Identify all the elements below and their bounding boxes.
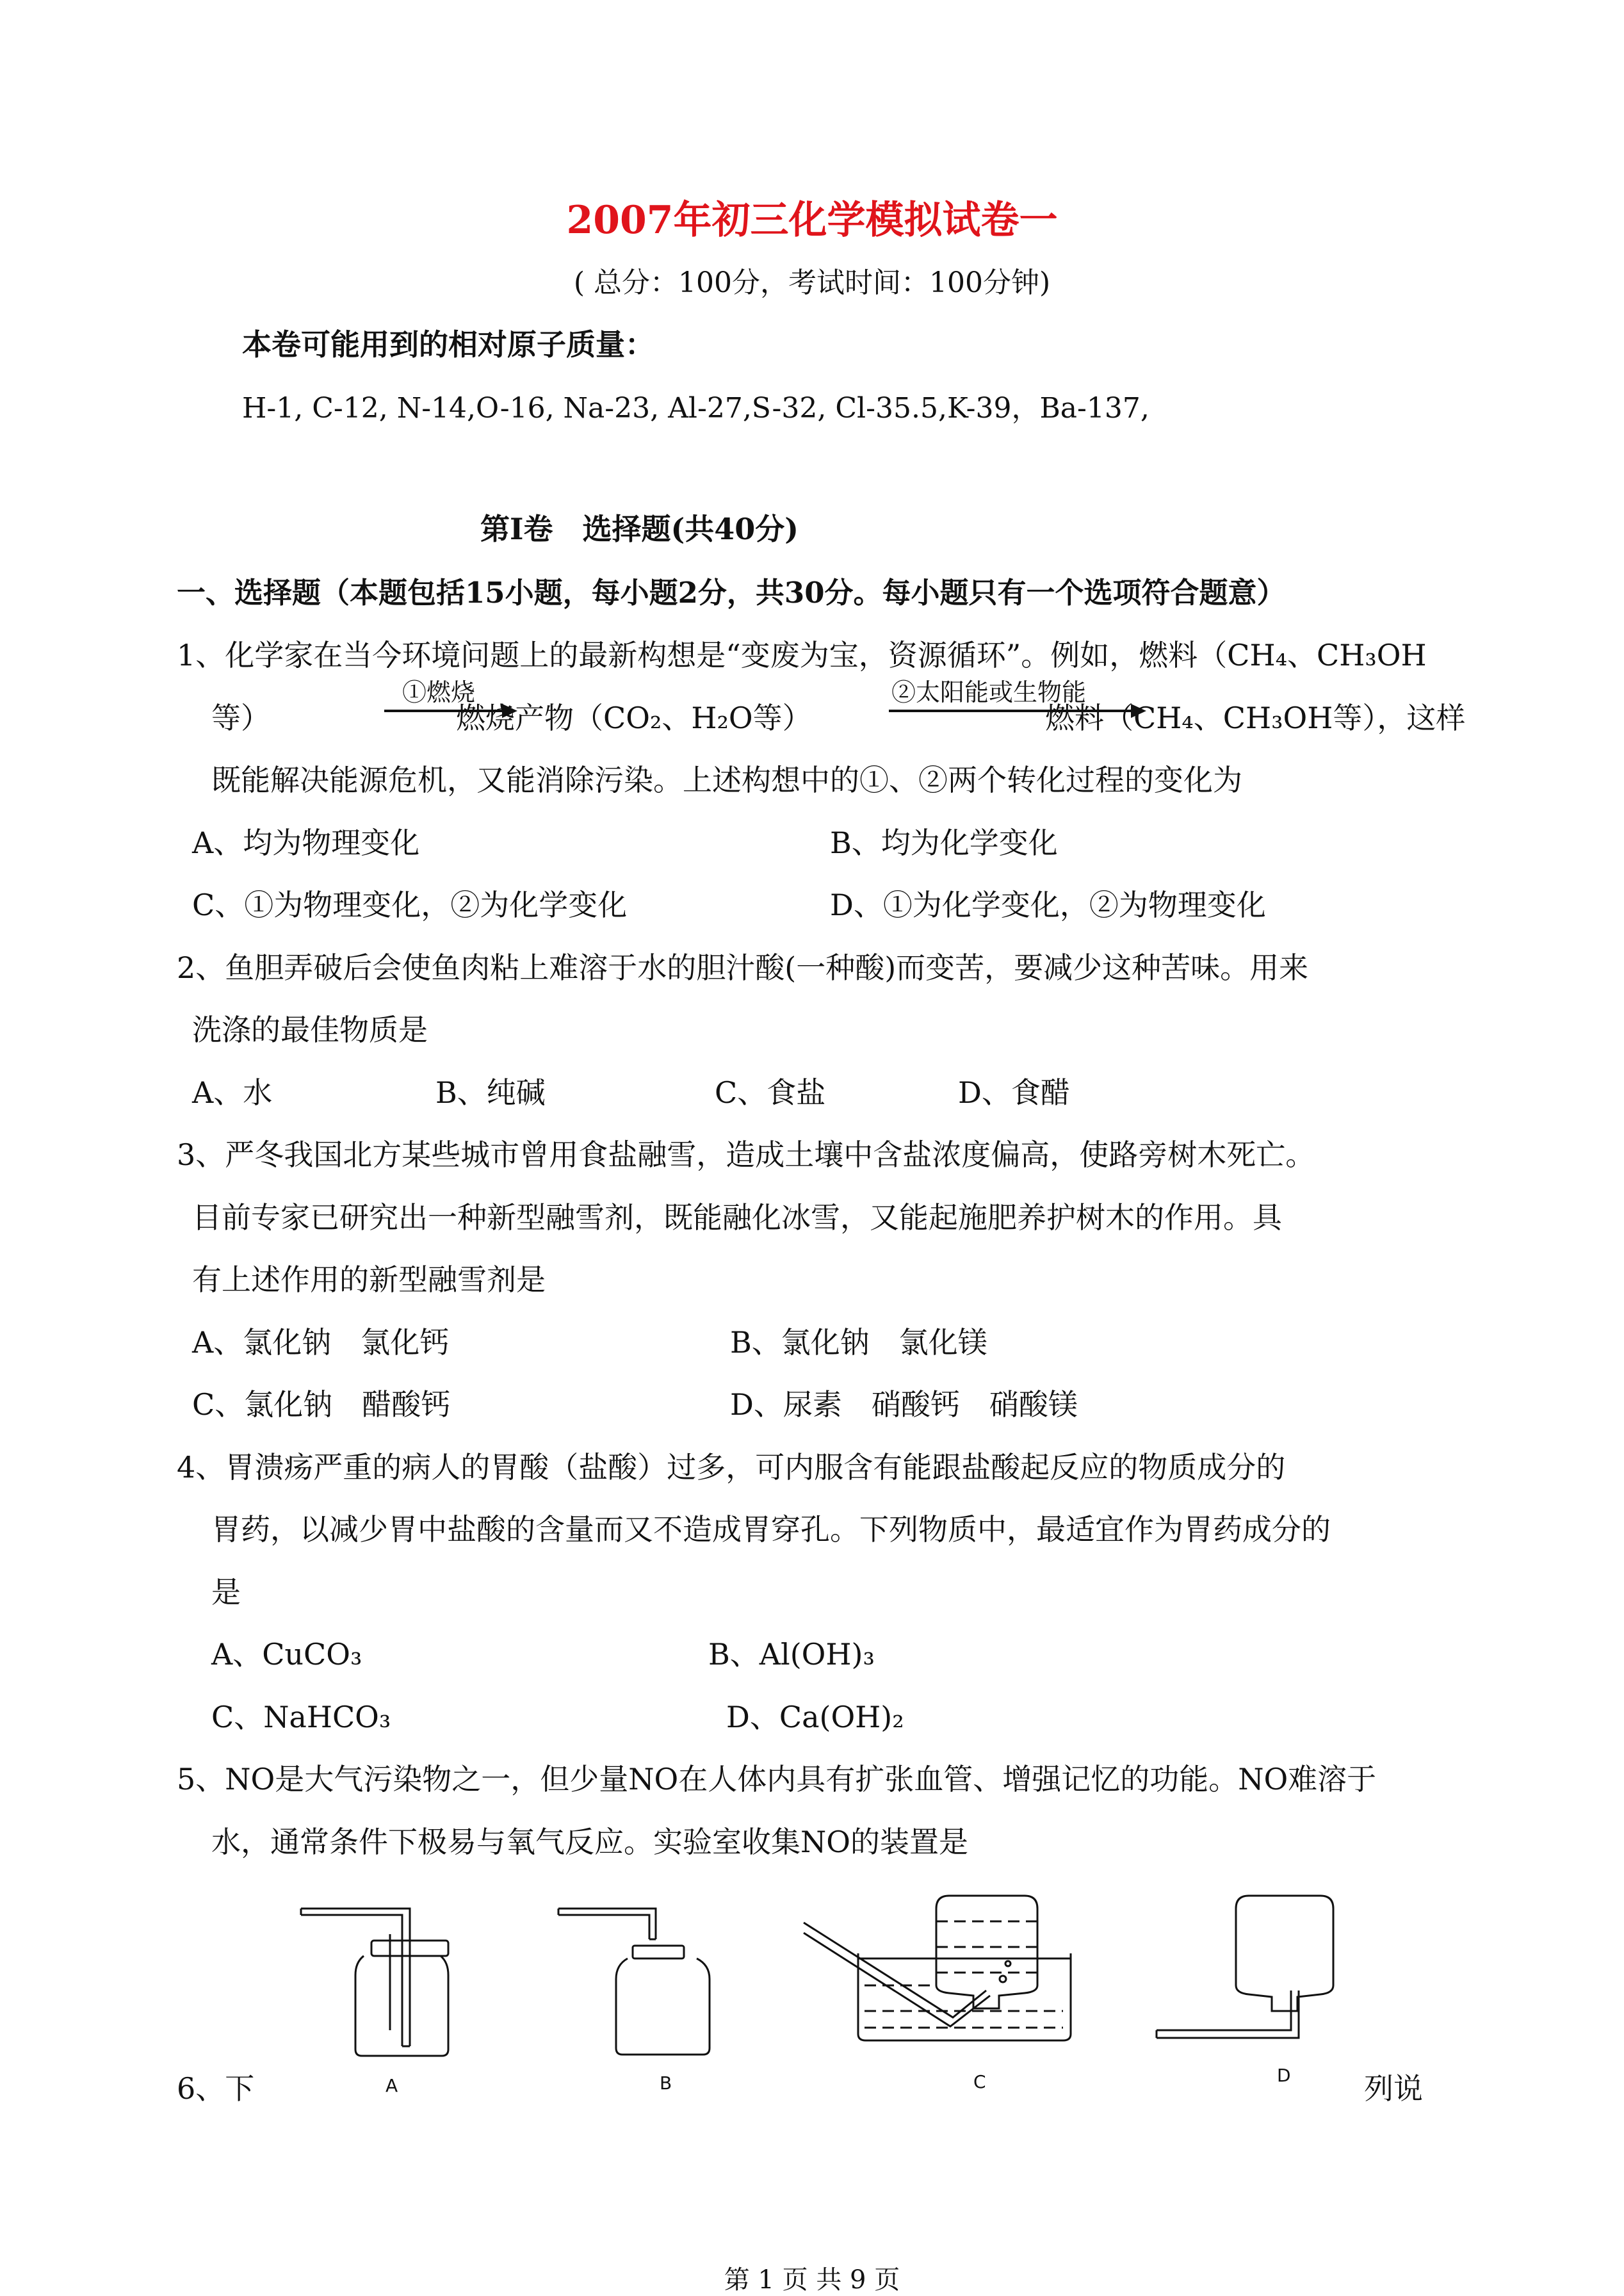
question-3-line-1: 3、严冬我国北方某些城市曾用食盐融雪，造成土壤中含盐浓度偏高，使路旁树木死亡。 <box>177 1137 1315 1172</box>
page-footer: 第 1 页 共 9 页 <box>724 2265 900 2295</box>
apparatus-c-label: C <box>973 2071 986 2092</box>
question-2-option-c: C、食盐 <box>715 1075 826 1110</box>
question-4-line-3: 是 <box>211 1575 241 1609</box>
question-1-option-c: C、①为物理变化，②为化学变化 <box>192 888 628 922</box>
question-1-option-d: D、①为化学变化，②为物理变化 <box>830 888 1266 922</box>
apparatus-a-diagram <box>301 1909 448 2056</box>
question-4-option-b: B、Al(OH)₃ <box>708 1637 875 1672</box>
question-1-option-a: A、均为物理变化 <box>192 826 420 860</box>
question-4-option-c: C、NaHCO₃ <box>211 1700 391 1734</box>
question-5-line-2: 水，通常条件下极易与氧气反应。实验室收集NO的装置是 <box>211 1825 968 1859</box>
question-3-option-b: B、氯化钠 氯化镁 <box>730 1325 987 1360</box>
question-4-line-2: 胃药，以减少胃中盐酸的含量而又不造成胃穿孔。下列物质中，最适宜作为胃药成分的 <box>211 1512 1331 1547</box>
page-subtitle: ( 总分：100分，考试时间：100分钟) <box>573 266 1051 299</box>
apparatus-b-label: B <box>660 2072 672 2094</box>
question-4-option-d: D、Ca(OH)₂ <box>726 1700 904 1734</box>
page-title: 2007年初三化学模拟试卷一 <box>566 198 1058 243</box>
gas-collection-apparatus-figure <box>0 1883 1624 2101</box>
question-5-line-1: 5、NO是大气污染物之一，但少量NO在人体内具有扩张血管、增强记忆的功能。NO难溶于 <box>177 1762 1377 1796</box>
atomic-mass-list: H-1, C-12, N-14,O-16, Na-23, Al-27,S-32, Cl-35.5,K-39，Ba-137, <box>242 392 1149 425</box>
question-1-line-1: 1、化学家在当今环境问题上的最新构想是“变废为宝，资源循环”。例如，燃料（CH₄、CH₃OH <box>177 638 1427 672</box>
question-2-line-2: 洗涤的最佳物质是 <box>192 1013 428 1047</box>
question-1-line-2-mid: 燃烧产物（CO₂、H₂O等） <box>456 701 812 735</box>
reaction-arrow-2-label: ②太阳能或生物能 <box>891 678 1087 706</box>
question-3-option-a: A、氯化钠 氯化钙 <box>192 1325 450 1360</box>
question-4-option-a: A、CuCO₃ <box>211 1637 362 1672</box>
question-2-line-1: 2、鱼胆弄破后会使鱼肉粘上难溶于水的胆汁酸(一种酸)而变苦，要减少这种苦味。用来 <box>177 950 1309 985</box>
question-6-start: 6、下 <box>177 2071 255 2106</box>
question-2-option-d: D、食醋 <box>958 1075 1070 1110</box>
reaction-arrow-1-label: ①燃烧 <box>402 678 476 706</box>
question-1-option-b: B、均为化学变化 <box>830 826 1058 860</box>
question-1-line-3: 既能解决能源危机，又能消除污染。上述构想中的①、②两个转化过程的变化为 <box>211 763 1242 797</box>
question-2-option-a: A、水 <box>192 1075 273 1110</box>
part-heading: 一、选择题（本题包括15小题，每小题2分，共30分。每小题只有一个选项符合题意） <box>177 576 1286 610</box>
question-3-option-c: C、氯化钠 醋酸钙 <box>192 1387 451 1422</box>
section-title: 第Ⅰ卷 选择题(共40分) <box>480 512 799 546</box>
question-1-line-2-end: 燃料（CH₄、CH₃OH等），这样 <box>1045 701 1466 735</box>
atomic-mass-heading: 本卷可能用到的相对原子质量： <box>242 327 654 362</box>
question-3-line-3: 有上述作用的新型融雪剂是 <box>192 1262 546 1297</box>
apparatus-a-label: A <box>386 2075 398 2096</box>
apparatus-b-diagram <box>558 1909 710 2055</box>
question-6-end: 列说 <box>1364 2071 1423 2106</box>
question-1-line-2-start: 等） <box>211 701 270 735</box>
question-2-option-b: B、纯碱 <box>435 1075 546 1110</box>
question-3-line-2: 目前专家已研究出一种新型融雪剂，既能融化冰雪，又能起施肥养护树木的作用。具 <box>192 1200 1282 1235</box>
apparatus-d-diagram <box>1157 1896 1333 2038</box>
question-3-option-d: D、尿素 硝酸钙 硝酸镁 <box>730 1387 1078 1422</box>
question-4-line-1: 4、胃溃疡严重的病人的胃酸（盐酸）过多，可内服含有能跟盐酸起反应的物质成分的 <box>177 1450 1286 1485</box>
apparatus-d-label: D <box>1277 2065 1291 2086</box>
apparatus-c-diagram <box>804 1896 1071 2040</box>
